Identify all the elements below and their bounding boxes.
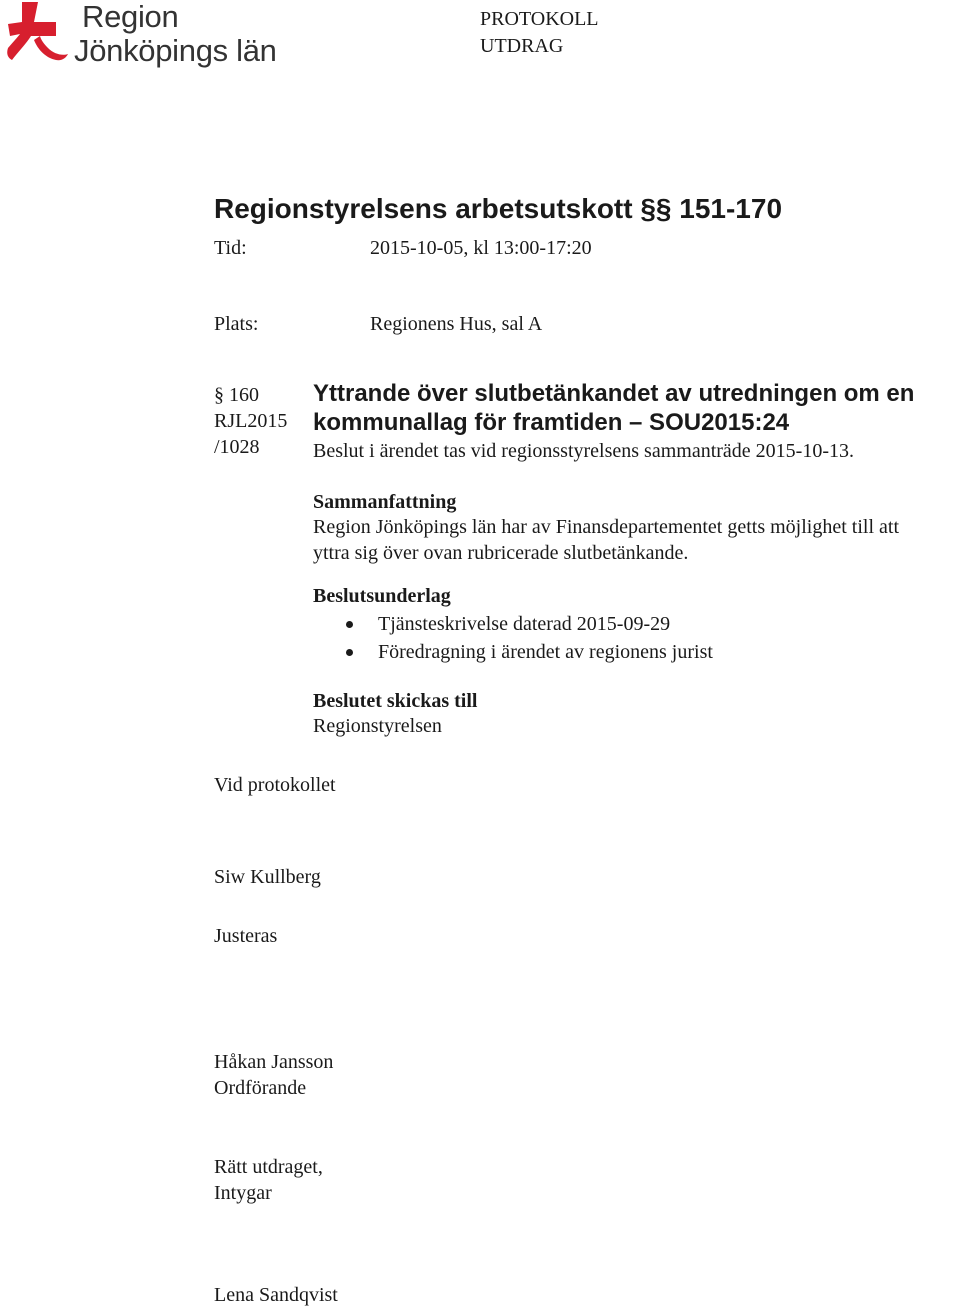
basis-list — [340, 610, 713, 666]
meeting-title: Regionstyrelsens arbetsutskott §§ 151-170 — [214, 193, 783, 224]
sent-to-value: Regionstyrelsen — [313, 715, 442, 737]
bullet-icon — [346, 621, 353, 628]
list-item — [340, 610, 713, 638]
logo-text-county: Jönköpings län — [74, 33, 277, 68]
case-heading-line1: Yttrande över slutbetänkandet av utredningen om en — [313, 380, 915, 407]
region-logo — [4, 0, 294, 74]
case-section-number: § 160 — [214, 384, 259, 406]
case-heading-line2: kommunallag för framtiden – SOU2015:24 — [313, 409, 790, 436]
document-type — [480, 6, 599, 60]
time-value: 2015-10-05, kl 13:00-17:20 — [370, 237, 592, 259]
secretary-name: Siw Kullberg — [214, 866, 321, 888]
case-heading — [313, 379, 914, 437]
summary-line1: Region Jönköpings län har av Finansdepartementet getts möjlighet till att — [313, 516, 900, 538]
bullet-icon — [346, 649, 353, 656]
case-reference — [214, 382, 287, 460]
time-label: Tid: — [214, 237, 247, 259]
basis-heading: Beslutsunderlag — [313, 585, 451, 607]
doc-type-utdrag: UTDRAG — [480, 35, 564, 57]
logo-text-region: Region — [82, 0, 179, 34]
decision-note: Beslut i ärendet tas vid regionsstyrelsens sammanträde 2015-10-13. — [313, 440, 854, 462]
summary-line2: yttra sig över ovan rubricerade slutbetänkande. — [313, 542, 689, 564]
chair-role: Ordförande — [214, 1077, 307, 1099]
chair-name: Håkan Jansson — [214, 1051, 334, 1073]
list-item — [340, 638, 713, 666]
case-ref-line1: RJL2015 — [214, 410, 288, 432]
certifier-name: Lena Sandqvist — [214, 1284, 338, 1306]
at-minutes-label: Vid protokollet — [214, 774, 336, 796]
region-cross-logo-icon — [4, 0, 74, 70]
place-value: Regionens Hus, sal A — [370, 313, 543, 335]
doc-type-protokoll: PROTOKOLL — [480, 8, 599, 30]
adjusted-label: Justeras — [214, 925, 278, 947]
summary-heading: Sammanfattning — [313, 491, 457, 513]
case-ref-line2: /1028 — [214, 436, 260, 458]
basis-item-text: Föredragning i ärendet av regionens jurist — [378, 641, 713, 663]
sent-to-heading: Beslutet skickas till — [313, 690, 478, 712]
certified-line1: Rätt utdraget, — [214, 1156, 323, 1178]
basis-item-text: Tjänsteskrivelse daterad 2015-09-29 — [378, 613, 671, 635]
certified-line2: Intygar — [214, 1182, 272, 1204]
place-label: Plats: — [214, 313, 259, 335]
